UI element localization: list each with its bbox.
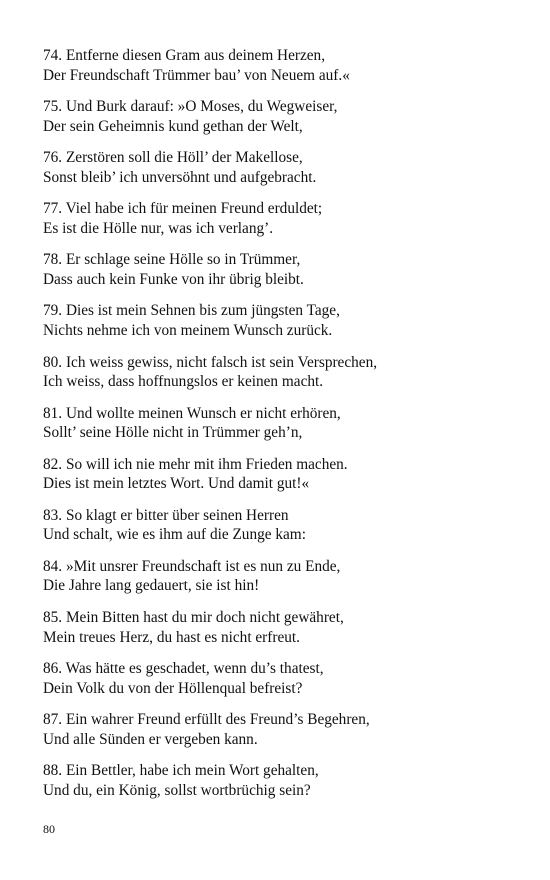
page-number: 80 [43, 822, 55, 836]
verse-line: 87. Ein wahrer Freund erfüllt des Freund’s Begehren, [43, 711, 370, 729]
stanza-82 [43, 455, 513, 506]
verse-line: Der Freundschaft Trümmer bau’ von Neuem auf.« [43, 66, 350, 84]
verse-line: 74. Entferne diesen Gram aus deinem Herzen, [43, 47, 326, 64]
stanza-83 [43, 506, 513, 557]
verse-line: Dein Volk du von der Höllenqual befreist? [43, 679, 303, 697]
stanza-88 [43, 761, 513, 812]
stanza-79 [43, 301, 513, 352]
verse-line: 86. Was hätte es geschadet, wenn du’s thatest, [43, 660, 324, 678]
stanza-77 [43, 199, 513, 250]
stanza-86 [43, 659, 513, 710]
stanza-74 [43, 46, 513, 97]
verse-line: 80. Ich weiss gewiss, nicht falsch ist sein Versprechen, [43, 353, 378, 371]
verse-line: Mein treues Herz, du hast es nicht erfreut. [43, 628, 300, 646]
stanza-75 [43, 97, 513, 148]
verse-line: 82. So will ich nie mehr mit ihm Frieden machen. [43, 455, 348, 473]
verse-line: Ich weiss, dass hoffnungslos er keinen macht. [43, 373, 324, 391]
verse-line: Es ist die Hölle nur, was ich verlang’. [43, 219, 274, 237]
stanza-80 [43, 353, 513, 404]
verse-line: 77. Viel habe ich für meinen Freund erduldet; [43, 200, 323, 218]
stanza-76 [43, 148, 513, 199]
verse-line: Und alle Sünden er vergeben kann. [43, 730, 258, 748]
verse-line: Und du, ein König, sollst wortbrüchig sein? [43, 781, 311, 799]
poem-text [43, 46, 513, 812]
verse-line: Sollt’ seine Hölle nicht in Trümmer geh’n, [43, 424, 303, 442]
verse-line: 83. So klagt er bitter über seinen Herren [43, 506, 289, 524]
verse-line: 81. Und wollte meinen Wunsch er nicht erhören, [43, 404, 341, 422]
verse-line: Und schalt, wie es ihm auf die Zunge kam: [43, 526, 306, 544]
verse-line: 88. Ein Bettler, habe ich mein Wort gehalten, [43, 762, 319, 780]
stanza-87 [43, 710, 513, 761]
verse-line: Dies ist mein letztes Wort. Und damit gut!« [43, 475, 310, 493]
verse-line: 84. »Mit unsrer Freundschaft ist es nun zu Ende, [43, 557, 341, 575]
verse-line: 75. Und Burk darauf: »O Moses, du Wegweiser, [43, 98, 338, 116]
stanza-85 [43, 608, 513, 659]
verse-line: Sonst bleib’ ich unversöhnt und aufgebracht. [43, 168, 317, 186]
verse-line: Die Jahre lang gedauert, sie ist hin! [43, 577, 260, 595]
verse-line: Nichts nehme ich von meinem Wunsch zurück. [43, 321, 333, 339]
stanza-78 [43, 250, 513, 301]
verse-line: 85. Mein Bitten hast du mir doch nicht gewähret, [43, 609, 344, 627]
verse-line: Der sein Geheimnis kund gethan der Welt, [43, 117, 303, 135]
verse-line: Dass auch kein Funke von ihr übrig bleibt. [43, 270, 304, 288]
stanza-81 [43, 404, 513, 455]
verse-line: 79. Dies ist mein Sehnen bis zum jüngsten Tage, [43, 302, 340, 320]
verse-line: 76. Zerstören soll die Höll’ der Makellose, [43, 149, 303, 167]
stanza-84 [43, 557, 513, 608]
verse-line: 78. Er schlage seine Hölle so in Trümmer, [43, 251, 301, 269]
